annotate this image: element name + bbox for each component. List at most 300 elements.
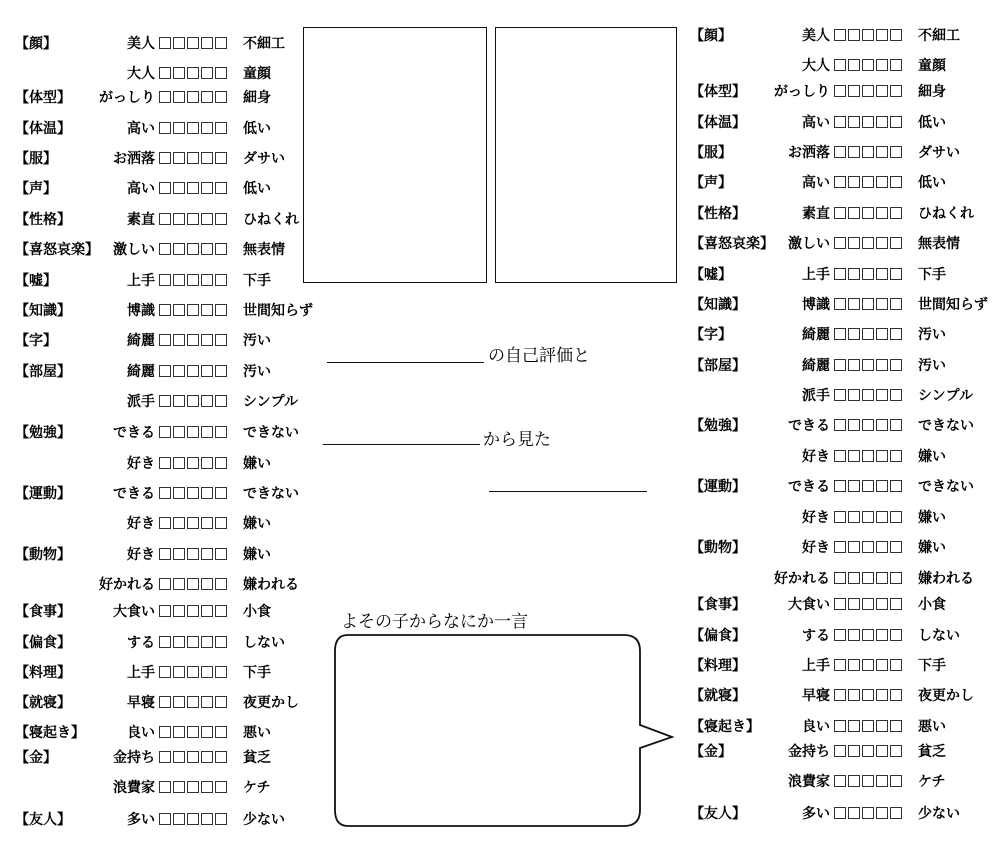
rating-checkbox[interactable] [890, 419, 902, 431]
rating-checkbox[interactable] [187, 91, 199, 103]
rating-checkbox[interactable] [187, 122, 199, 134]
rating-checkbox[interactable] [173, 152, 185, 164]
rating-checkbox[interactable] [862, 775, 874, 787]
rating-checkbox[interactable] [848, 598, 860, 610]
rating-checkbox[interactable] [187, 548, 199, 560]
rating-checkbox[interactable] [187, 37, 199, 49]
rating-checkbox[interactable] [834, 328, 846, 340]
rating-checkbox[interactable] [173, 696, 185, 708]
rating-checkbox[interactable] [834, 598, 846, 610]
rating-checkbox[interactable] [173, 243, 185, 255]
rating-category: 【声】 [15, 181, 57, 197]
rating-checkbox[interactable] [848, 745, 860, 757]
rating-checkbox[interactable] [848, 207, 860, 219]
rating-checkbox[interactable] [876, 268, 888, 280]
rating-checkbox[interactable] [201, 666, 213, 678]
rating-checkbox[interactable] [848, 450, 860, 462]
rating-checkbox[interactable] [834, 268, 846, 280]
rating-checkbox[interactable] [890, 328, 902, 340]
rating-checkbox[interactable] [215, 91, 227, 103]
rating-checkbox[interactable] [848, 298, 860, 310]
rating-checkbox[interactable] [848, 328, 860, 340]
rating-checkbox[interactable] [159, 274, 171, 286]
rating-checkbox[interactable] [890, 29, 902, 41]
rating-checkbox[interactable] [159, 781, 171, 793]
rating-checkbox[interactable] [834, 298, 846, 310]
rating-checkbox[interactable] [876, 328, 888, 340]
rating-checkbox[interactable] [890, 237, 902, 249]
rating-checkbox[interactable] [848, 480, 860, 492]
rating-checkbox[interactable] [201, 91, 213, 103]
rating-checkbox[interactable] [890, 268, 902, 280]
rating-checkbox[interactable] [834, 59, 846, 71]
rating-checkbox[interactable] [201, 37, 213, 49]
rating-checkbox[interactable] [201, 304, 213, 316]
rating-checkbox[interactable] [173, 751, 185, 763]
rating-checkbox[interactable] [201, 67, 213, 79]
rating-checkbox[interactable] [173, 304, 185, 316]
rating-checkbox[interactable] [876, 659, 888, 671]
rating-checkbox[interactable] [201, 122, 213, 134]
rating-checkbox[interactable] [173, 182, 185, 194]
rating-checkbox[interactable] [215, 37, 227, 49]
rating-checkbox[interactable] [862, 176, 874, 188]
rating-checkbox[interactable] [159, 726, 171, 738]
rating-checkbox[interactable] [876, 598, 888, 610]
rating-checkbox[interactable] [876, 389, 888, 401]
rating-checkbox[interactable] [187, 813, 199, 825]
rating-checkbox[interactable] [890, 807, 902, 819]
rating-left-label: 大人 [802, 58, 830, 74]
rating-checkbox[interactable] [890, 59, 902, 71]
rating-checkbox[interactable] [173, 213, 185, 225]
rating-checkbox[interactable] [876, 775, 888, 787]
rating-left-label: 金持ち [788, 744, 830, 760]
rating-checkbox[interactable] [187, 426, 199, 438]
rating-checkbox[interactable] [890, 720, 902, 732]
rating-checkbox[interactable] [862, 720, 874, 732]
rating-checkbox[interactable] [201, 182, 213, 194]
rating-checkbox[interactable] [848, 689, 860, 701]
rating-checkbox[interactable] [201, 274, 213, 286]
rating-checkbox[interactable] [159, 517, 171, 529]
rating-checkbox[interactable] [862, 480, 874, 492]
rating-checkbox[interactable] [876, 207, 888, 219]
rating-checkbox[interactable] [215, 426, 227, 438]
rating-checkbox[interactable] [876, 85, 888, 97]
rating-checkbox[interactable] [876, 629, 888, 641]
rating-scale [159, 605, 227, 617]
rating-checkbox[interactable] [201, 395, 213, 407]
rating-checkbox[interactable] [834, 207, 846, 219]
rating-checkbox[interactable] [159, 37, 171, 49]
rating-checkbox[interactable] [173, 487, 185, 499]
rating-checkbox[interactable] [876, 541, 888, 553]
rating-checkbox[interactable] [173, 67, 185, 79]
rating-checkbox[interactable] [876, 450, 888, 462]
rating-checkbox[interactable] [876, 419, 888, 431]
rating-checkbox[interactable] [215, 365, 227, 377]
rating-row [690, 593, 990, 617]
rating-checkbox[interactable] [862, 659, 874, 671]
rating-scale [834, 116, 902, 128]
rating-checkbox[interactable] [187, 487, 199, 499]
rating-checkbox[interactable] [834, 807, 846, 819]
rating-checkbox[interactable] [890, 359, 902, 371]
rating-checkbox[interactable] [173, 334, 185, 346]
rating-checkbox[interactable] [890, 176, 902, 188]
rating-row [15, 631, 305, 655]
rating-checkbox[interactable] [862, 689, 874, 701]
rating-checkbox[interactable] [159, 334, 171, 346]
rating-checkbox[interactable] [215, 334, 227, 346]
rating-checkbox[interactable] [201, 605, 213, 617]
rating-checkbox[interactable] [876, 237, 888, 249]
rating-checkbox[interactable] [834, 480, 846, 492]
rating-checkbox[interactable] [159, 395, 171, 407]
rating-checkbox[interactable] [890, 629, 902, 641]
rating-checkbox[interactable] [876, 59, 888, 71]
rating-checkbox[interactable] [876, 116, 888, 128]
rating-checkbox[interactable] [215, 751, 227, 763]
rating-checkbox[interactable] [201, 813, 213, 825]
rating-checkbox[interactable] [862, 598, 874, 610]
rating-checkbox[interactable] [862, 419, 874, 431]
rating-right-label: 世間知らず [918, 297, 988, 313]
rating-checkbox[interactable] [187, 517, 199, 529]
rating-checkbox[interactable] [187, 636, 199, 648]
rating-checkbox[interactable] [876, 807, 888, 819]
rating-checkbox[interactable] [173, 578, 185, 590]
rating-checkbox[interactable] [876, 572, 888, 584]
rating-checkbox[interactable] [201, 213, 213, 225]
rating-checkbox[interactable] [890, 207, 902, 219]
rating-checkbox[interactable] [201, 548, 213, 560]
rating-checkbox[interactable] [876, 720, 888, 732]
rating-checkbox[interactable] [159, 365, 171, 377]
rating-checkbox[interactable] [215, 548, 227, 560]
rating-checkbox[interactable] [215, 726, 227, 738]
rating-checkbox[interactable] [173, 813, 185, 825]
rating-checkbox[interactable] [187, 182, 199, 194]
rating-checkbox[interactable] [215, 122, 227, 134]
rating-checkbox[interactable] [173, 365, 185, 377]
rating-checkbox[interactable] [834, 146, 846, 158]
rating-checkbox[interactable] [848, 629, 860, 641]
rating-checkbox[interactable] [848, 511, 860, 523]
rating-checkbox[interactable] [834, 85, 846, 97]
rating-category: 【運動】 [690, 479, 746, 495]
rating-checkbox[interactable] [201, 517, 213, 529]
rating-checkbox[interactable] [834, 419, 846, 431]
rating-scale [834, 720, 902, 732]
rating-checkbox[interactable] [201, 726, 213, 738]
rating-checkbox[interactable] [187, 334, 199, 346]
rating-checkbox[interactable] [173, 636, 185, 648]
rating-checkbox[interactable] [834, 745, 846, 757]
rating-checkbox[interactable] [834, 29, 846, 41]
rating-checkbox[interactable] [215, 213, 227, 225]
rating-checkbox[interactable] [862, 359, 874, 371]
rating-checkbox[interactable] [848, 775, 860, 787]
rating-checkbox[interactable] [862, 629, 874, 641]
rating-scale [834, 572, 902, 584]
rating-checkbox[interactable] [173, 274, 185, 286]
rating-checkbox[interactable] [834, 450, 846, 462]
rating-checkbox[interactable] [890, 689, 902, 701]
rating-checkbox[interactable] [159, 152, 171, 164]
rating-checkbox[interactable] [862, 237, 874, 249]
rating-checkbox[interactable] [862, 59, 874, 71]
rating-row [15, 238, 305, 262]
rating-checkbox[interactable] [834, 572, 846, 584]
rating-checkbox[interactable] [862, 146, 874, 158]
rating-checkbox[interactable] [862, 207, 874, 219]
rating-checkbox[interactable] [187, 605, 199, 617]
rating-scale [834, 237, 902, 249]
rating-checkbox[interactable] [201, 781, 213, 793]
rating-checkbox[interactable] [201, 152, 213, 164]
rating-checkbox[interactable] [159, 122, 171, 134]
rating-checkbox[interactable] [159, 666, 171, 678]
rating-checkbox[interactable] [173, 517, 185, 529]
rating-checkbox[interactable] [159, 548, 171, 560]
rating-checkbox[interactable] [215, 243, 227, 255]
rating-checkbox[interactable] [848, 359, 860, 371]
rating-checkbox[interactable] [848, 541, 860, 553]
rating-checkbox[interactable] [890, 775, 902, 787]
rating-checkbox[interactable] [890, 511, 902, 523]
rating-checkbox[interactable] [876, 689, 888, 701]
rating-checkbox[interactable] [215, 182, 227, 194]
rating-checkbox[interactable] [876, 480, 888, 492]
rating-checkbox[interactable] [215, 813, 227, 825]
rating-checkbox[interactable] [215, 578, 227, 590]
rating-checkbox[interactable] [848, 237, 860, 249]
rating-checkbox[interactable] [187, 67, 199, 79]
rating-checkbox[interactable] [890, 659, 902, 671]
rating-checkbox[interactable] [834, 176, 846, 188]
rating-checkbox[interactable] [159, 182, 171, 194]
rating-row [15, 32, 305, 56]
rating-checkbox[interactable] [173, 122, 185, 134]
rating-checkbox[interactable] [890, 541, 902, 553]
rating-checkbox[interactable] [201, 696, 213, 708]
rating-checkbox[interactable] [215, 152, 227, 164]
rating-checkbox[interactable] [890, 480, 902, 492]
rating-checkbox[interactable] [890, 389, 902, 401]
rating-right-label: 不細工 [918, 28, 960, 44]
rating-checkbox[interactable] [862, 298, 874, 310]
rating-checkbox[interactable] [173, 426, 185, 438]
rating-checkbox[interactable] [215, 636, 227, 648]
rating-checkbox[interactable] [215, 605, 227, 617]
rating-checkbox[interactable] [173, 395, 185, 407]
rating-checkbox[interactable] [187, 365, 199, 377]
rating-checkbox[interactable] [159, 487, 171, 499]
rating-checkbox[interactable] [159, 426, 171, 438]
photo-frame-right [495, 27, 677, 283]
rating-checkbox[interactable] [159, 91, 171, 103]
rating-checkbox[interactable] [173, 781, 185, 793]
rating-checkbox[interactable] [173, 548, 185, 560]
rating-checkbox[interactable] [876, 745, 888, 757]
rating-checkbox[interactable] [890, 450, 902, 462]
rating-checkbox[interactable] [862, 268, 874, 280]
rating-row [15, 808, 305, 832]
rating-checkbox[interactable] [848, 807, 860, 819]
rating-checkbox[interactable] [201, 578, 213, 590]
rating-checkbox[interactable] [862, 116, 874, 128]
rating-checkbox[interactable] [159, 751, 171, 763]
rating-checkbox[interactable] [834, 775, 846, 787]
rating-checkbox[interactable] [159, 605, 171, 617]
rating-checkbox[interactable] [862, 29, 874, 41]
rating-checkbox[interactable] [187, 578, 199, 590]
rating-scale [834, 629, 902, 641]
rating-checkbox[interactable] [862, 328, 874, 340]
rating-checkbox[interactable] [159, 213, 171, 225]
rating-checkbox[interactable] [890, 85, 902, 97]
rating-checkbox[interactable] [159, 696, 171, 708]
rating-checkbox[interactable] [862, 511, 874, 523]
rating-checkbox[interactable] [876, 146, 888, 158]
rating-checkbox[interactable] [201, 487, 213, 499]
rating-checkbox[interactable] [187, 726, 199, 738]
rating-checkbox[interactable] [890, 116, 902, 128]
rating-checkbox[interactable] [187, 781, 199, 793]
rating-checkbox[interactable] [215, 517, 227, 529]
rating-checkbox[interactable] [834, 629, 846, 641]
rating-checkbox[interactable] [173, 666, 185, 678]
rating-checkbox[interactable] [834, 689, 846, 701]
rating-checkbox[interactable] [173, 726, 185, 738]
rating-checkbox[interactable] [848, 268, 860, 280]
rating-checkbox[interactable] [159, 243, 171, 255]
rating-checkbox[interactable] [215, 274, 227, 286]
rating-right-label: 下手 [243, 273, 271, 289]
rating-right-label: 低い [918, 175, 946, 191]
rating-checkbox[interactable] [201, 365, 213, 377]
rating-scale [834, 359, 902, 371]
rating-checkbox[interactable] [890, 598, 902, 610]
rating-left-label: 好き [127, 516, 155, 532]
rating-checkbox[interactable] [187, 213, 199, 225]
rating-checkbox[interactable] [834, 541, 846, 553]
rating-checkbox[interactable] [159, 636, 171, 648]
rating-checkbox[interactable] [834, 720, 846, 732]
rating-checkbox[interactable] [187, 696, 199, 708]
rating-checkbox[interactable] [876, 176, 888, 188]
rating-checkbox[interactable] [173, 457, 185, 469]
rating-checkbox[interactable] [862, 389, 874, 401]
rating-checkbox[interactable] [834, 237, 846, 249]
rating-checkbox[interactable] [862, 745, 874, 757]
rating-checkbox[interactable] [201, 334, 213, 346]
rating-checkbox[interactable] [848, 389, 860, 401]
rating-checkbox[interactable] [848, 720, 860, 732]
rating-checkbox[interactable] [187, 457, 199, 469]
rating-checkbox[interactable] [834, 359, 846, 371]
rating-checkbox[interactable] [215, 696, 227, 708]
rating-checkbox[interactable] [187, 304, 199, 316]
rating-checkbox[interactable] [215, 487, 227, 499]
rating-checkbox[interactable] [201, 457, 213, 469]
rating-checkbox[interactable] [159, 813, 171, 825]
rating-checkbox[interactable] [848, 29, 860, 41]
rating-checkbox[interactable] [876, 359, 888, 371]
rating-checkbox[interactable] [834, 116, 846, 128]
rating-category: 【性格】 [15, 212, 71, 228]
rating-checkbox[interactable] [201, 636, 213, 648]
rating-checkbox[interactable] [834, 659, 846, 671]
rating-scale [159, 304, 227, 316]
rating-checkbox[interactable] [215, 395, 227, 407]
rating-checkbox[interactable] [848, 59, 860, 71]
rating-checkbox[interactable] [187, 666, 199, 678]
rating-checkbox[interactable] [890, 298, 902, 310]
rating-checkbox[interactable] [187, 243, 199, 255]
rating-checkbox[interactable] [215, 666, 227, 678]
rating-checkbox[interactable] [201, 426, 213, 438]
rating-checkbox[interactable] [890, 745, 902, 757]
rating-checkbox[interactable] [848, 85, 860, 97]
rating-checkbox[interactable] [201, 243, 213, 255]
rating-checkbox[interactable] [215, 457, 227, 469]
rating-checkbox[interactable] [848, 146, 860, 158]
rating-checkbox[interactable] [173, 37, 185, 49]
rating-checkbox[interactable] [159, 578, 171, 590]
rating-checkbox[interactable] [848, 419, 860, 431]
rating-checkbox[interactable] [848, 116, 860, 128]
rating-checkbox[interactable] [848, 659, 860, 671]
rating-checkbox[interactable] [862, 807, 874, 819]
rating-checkbox[interactable] [834, 511, 846, 523]
rating-checkbox[interactable] [187, 395, 199, 407]
rating-checkbox[interactable] [173, 605, 185, 617]
rating-scale [159, 426, 227, 438]
rating-checkbox[interactable] [215, 67, 227, 79]
rating-checkbox[interactable] [862, 541, 874, 553]
rating-checkbox[interactable] [876, 511, 888, 523]
rating-checkbox[interactable] [834, 389, 846, 401]
rating-checkbox[interactable] [890, 572, 902, 584]
rating-checkbox[interactable] [187, 152, 199, 164]
rating-checkbox[interactable] [187, 751, 199, 763]
rating-checkbox[interactable] [201, 751, 213, 763]
rating-checkbox[interactable] [159, 457, 171, 469]
rating-checkbox[interactable] [862, 572, 874, 584]
rating-checkbox[interactable] [159, 67, 171, 79]
rating-checkbox[interactable] [215, 304, 227, 316]
rating-checkbox[interactable] [876, 298, 888, 310]
rating-checkbox[interactable] [173, 91, 185, 103]
rating-checkbox[interactable] [159, 304, 171, 316]
rating-checkbox[interactable] [187, 274, 199, 286]
rating-checkbox[interactable] [862, 450, 874, 462]
rating-checkbox[interactable] [862, 85, 874, 97]
rating-checkbox[interactable] [848, 572, 860, 584]
rating-category: 【字】 [15, 333, 57, 349]
rating-left-label: 早寝 [127, 695, 155, 711]
rating-checkbox[interactable] [215, 781, 227, 793]
rating-row [690, 445, 990, 469]
rating-row [15, 269, 305, 293]
rating-checkbox[interactable] [890, 146, 902, 158]
rating-checkbox[interactable] [848, 176, 860, 188]
rating-left-label: する [127, 635, 155, 651]
rating-checkbox[interactable] [876, 29, 888, 41]
